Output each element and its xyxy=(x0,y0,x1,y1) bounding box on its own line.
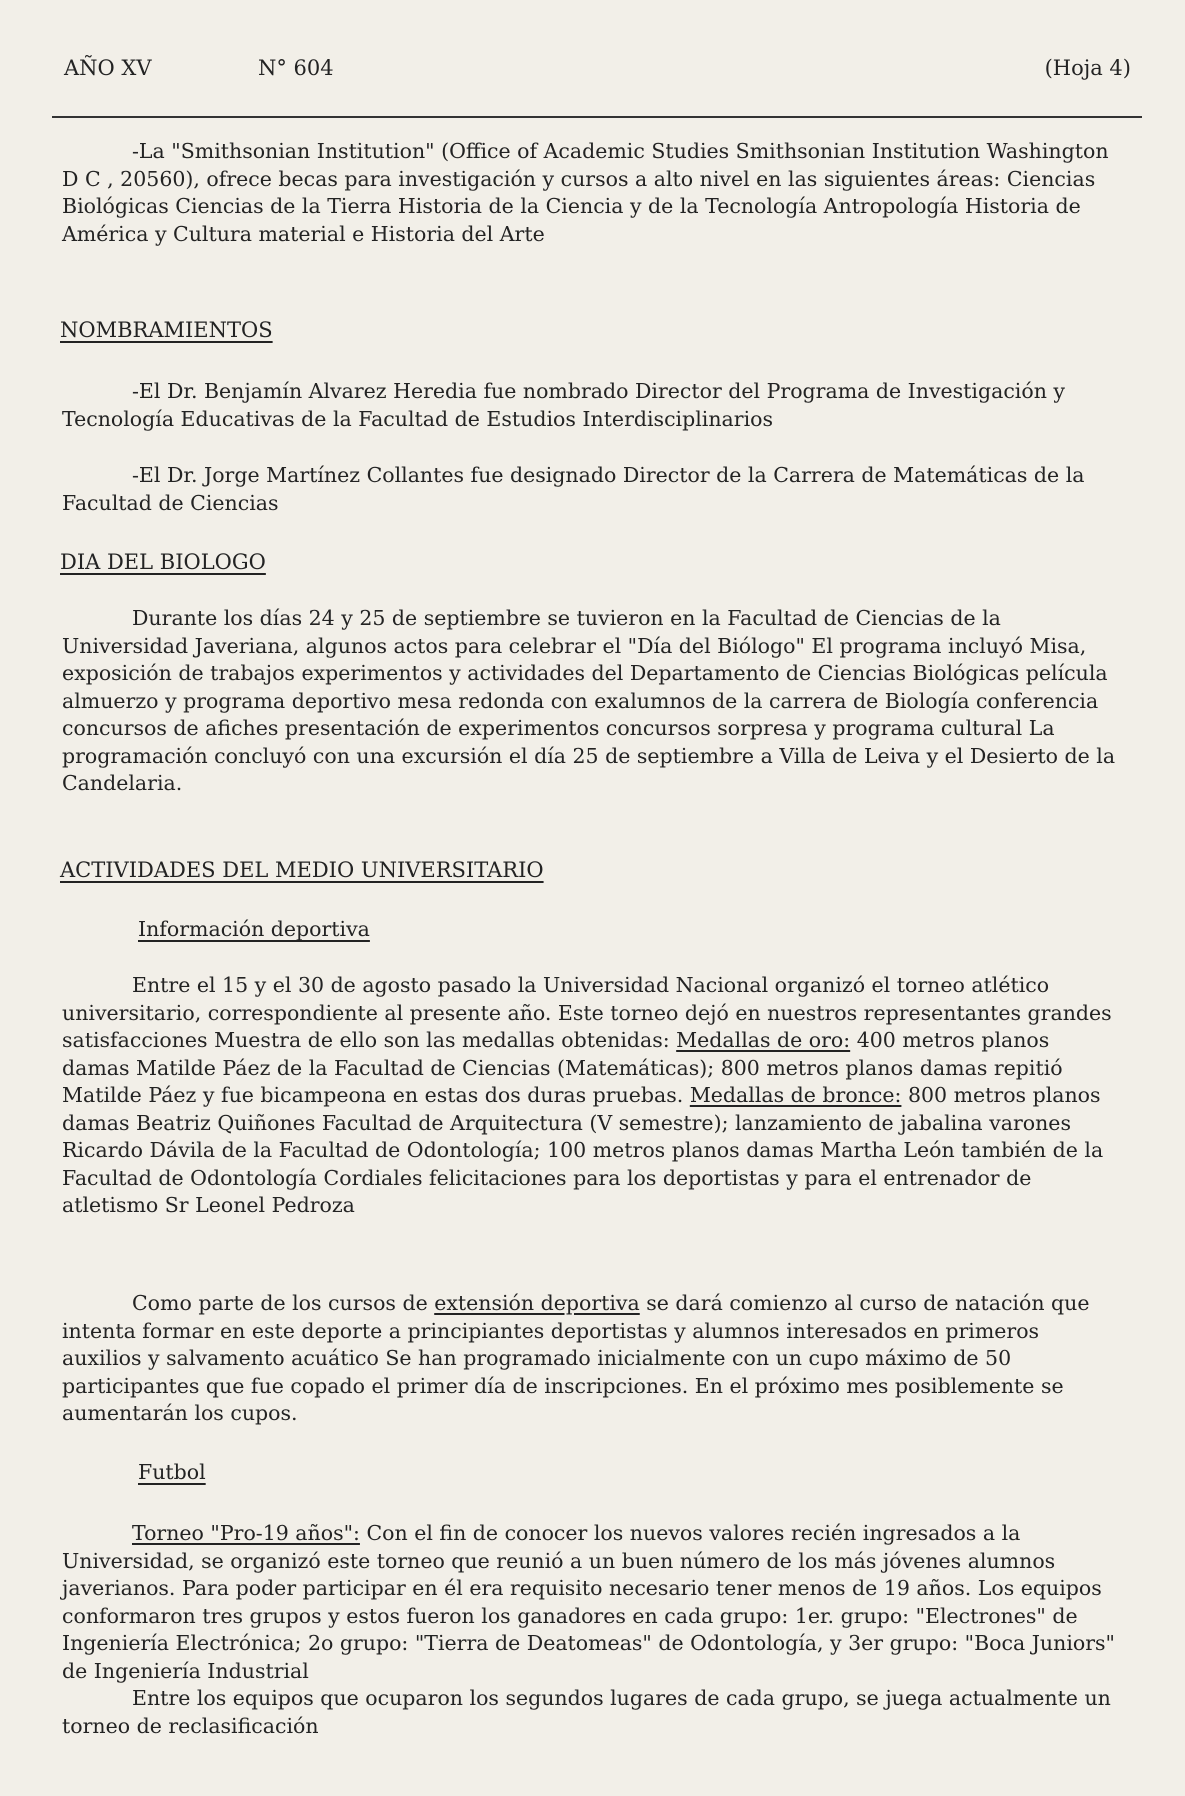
futbol-subheading: Futbol xyxy=(138,1460,206,1484)
header-rule xyxy=(52,116,1142,118)
natacion-text-a: Como parte de los cursos de xyxy=(132,1291,435,1315)
dia-biologo-paragraph xyxy=(62,605,1120,798)
torneo-paragraph xyxy=(62,1520,1120,1740)
info-deportiva-subheading: Información deportiva xyxy=(138,917,370,941)
atletismo-text xyxy=(62,972,1120,1220)
natacion-paragraph xyxy=(62,1290,1120,1428)
nombramiento-2 xyxy=(62,462,1120,517)
smithsonian-paragraph xyxy=(62,138,1120,248)
header-sheet: (Hoja 4) xyxy=(1044,56,1131,80)
medallas-oro-label: Medallas de oro: xyxy=(676,1028,851,1052)
torneo-text-body: Con el fin de conocer los nuevos valores recién ingresados a la Universidad, se organizó este torneo que reunió a un buen número de los más jóvenes alumnos javerianos. Para poder participar en él era requisito necesario tener menos de 19 años. Los equipos conformaron tres grupos y estos fueron los ganadores en cada grupo: 1er. grupo: "Electrones" de Ingeniería Electrónica; 2o grupo: "Tierra de Deatomeas" de Odontología, y 3er grupo: "Boca Juniors" de Ingeniería Industrial xyxy=(62,1521,1115,1683)
nombramientos-heading: NOMBRAMIENTOS xyxy=(60,318,273,342)
atletismo-text-c: 800 metros planos damas Beatriz Quiñones Facultad de Arquitectura (V semestre); lanzamiento de jabalina varones Ricardo Dávila de la Facultad de Odontología; 100 metros planos damas Martha León también de la Facultad de Odontología Cordiales felicitaciones para los deportistas y para el entrenador de atletismo Sr Leonel Pedroza xyxy=(62,1083,1104,1217)
extension-deportiva-label: extensión deportiva xyxy=(434,1291,640,1315)
medallas-bronce-label: Medallas de bronce: xyxy=(689,1083,902,1107)
header-number: N° 604 xyxy=(258,56,334,80)
atletismo-paragraph xyxy=(62,972,1120,1220)
atletismo-text-b: 400 metros planos damas Matilde Páez de la Facultad de Ciencias (Matemáticas); 800 metros planos damas repitió Matilde Páez y fue bicampeona en estas dos duras pruebas. xyxy=(62,1028,1063,1107)
nombramiento-1-text: -El Dr. Benjamín Alvarez Heredia fue nombrado Director del Programa de Investigación y Tecnología Educativas de la Facultad de Estudios Interdisciplinarios xyxy=(62,379,1066,431)
torneo-label: Torneo "Pro-19 años": xyxy=(132,1521,360,1545)
torneo-text xyxy=(62,1520,1120,1685)
nombramiento-2-text: -El Dr. Jorge Martínez Collantes fue designado Director de la Carrera de Matemáticas de la Facultad de Ciencias xyxy=(62,463,1085,515)
actividades-heading: ACTIVIDADES DEL MEDIO UNIVERSITARIO xyxy=(60,858,544,882)
header-year: AÑO XV xyxy=(64,56,152,80)
page-header xyxy=(58,56,1135,96)
smithsonian-text: -La "Smithsonian Institution" (Office of Academic Studies Smithsonian Institution Washington D C , 20560), ofrece becas para investigación y cursos a alto nivel en las siguientes áreas: Ciencias Biológicas Ciencias de la Tierra Historia de la Ciencia y de la Tecnología Antropología Historia de América y Cultura material e Historia del Arte xyxy=(62,139,1109,246)
atletismo-text-a: Entre el 15 y el 30 de agosto pasado la Universidad Nacional organizó el torneo atlético universitario, correspondiente al presente año. Este torneo dejó en nuestros representantes grandes satisfacciones Muestra de ello son las medallas obtenidas: xyxy=(62,973,1112,1052)
natacion-text-b: se dará comienzo al curso de natación que intenta formar en este deporte a principiantes deportistas y alumnos interesados en primeros auxilios y salvamento acuático Se han programado inicialmente con un cupo máximo de 50 participantes que fue copado el primer día de inscripciones. En el próximo mes posiblemente se aumentarán los cupos. xyxy=(62,1291,1090,1425)
dia-biologo-heading: DIA DEL BIOLOGO xyxy=(60,550,266,574)
dia-biologo-text: Durante los días 24 y 25 de septiembre se tuvieron en la Facultad de Ciencias de la Universidad Javeriana, algunos actos para celebrar el "Día del Biólogo" El programa incluyó Misa, exposición de trabajos experimentos y actividades del Departamento de Ciencias Biológicas película almuerzo y programa deportivo mesa redonda con exalumnos de la carrera de Biología conferencia concursos de afiches presentación de experimentos concursos sorpresa y programa cultural La programación concluyó con una excursión el día 25 de septiembre a Villa de Leiva y el Desierto de la Candelaria. xyxy=(62,606,1116,795)
reclasificacion-text: Entre los equipos que ocuparon los segundos lugares de cada grupo, se juega actualmente un torneo de reclasificación xyxy=(62,1686,1111,1738)
nombramiento-1 xyxy=(62,378,1120,433)
natacion-text xyxy=(62,1290,1120,1428)
